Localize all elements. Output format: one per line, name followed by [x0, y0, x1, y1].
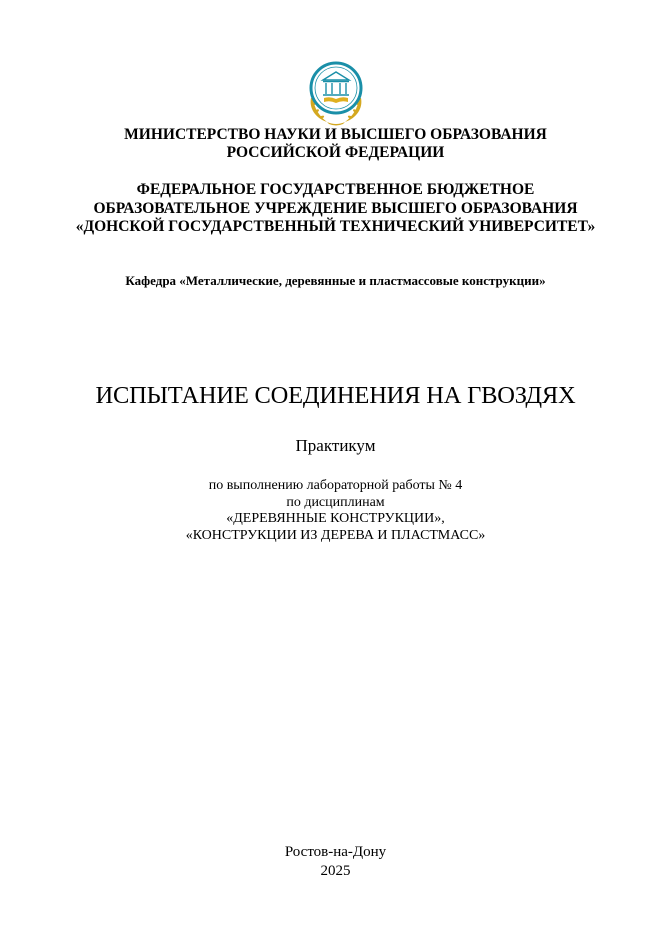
university-logo-icon: [305, 58, 367, 126]
subject-line-2: по дисциплинам: [286, 494, 385, 510]
institution-line-3: «ДОНСКОЙ ГОСУДАРСТВЕННЫЙ ТЕХНИЧЕСКИЙ УНИВЕРСИТЕТ»: [75, 218, 596, 235]
ministry-heading: [0, 126, 671, 162]
publication-city: Ростов-на-Дону: [284, 844, 387, 860]
ministry-line-2: РОССИЙСКОЙ ФЕДЕРАЦИИ: [226, 144, 445, 161]
institution-heading: [0, 181, 671, 237]
institution-line-2: ОБРАЗОВАТЕЛЬНОЕ УЧРЕЖДЕНИЕ ВЫСШЕГО ОБРАЗОВАНИЯ: [93, 199, 578, 217]
subject-line-3: «ДЕРЕВЯННЫЕ КОНСТРУКЦИИ»,: [226, 511, 445, 526]
institution-line-1: ФЕДЕРАЛЬНОЕ ГОСУДАРСТВЕННОЕ БЮДЖЕТНОЕ: [136, 181, 535, 198]
department-name: Кафедра «Металлические, деревянные и пластмассовые конструкции»: [125, 273, 546, 288]
subject-description: [0, 478, 671, 544]
publication-year: 2025: [320, 863, 351, 879]
ministry-line-1: МИНИСТЕРСТВО НАУКИ И ВЫСШЕГО ОБРАЗОВАНИЯ: [124, 126, 547, 143]
document-subtitle: Практикум: [295, 436, 376, 455]
document-title: ИСПЫТАНИЕ СОЕДИНЕНИЯ НА ГВОЗДЯХ: [95, 382, 576, 409]
subject-line-4: «КОНСТРУКЦИИ ИЗ ДЕРЕВА И ПЛАСТМАСС»: [185, 527, 486, 543]
subject-line-1: по выполнению лабораторной работы № 4: [208, 478, 463, 493]
